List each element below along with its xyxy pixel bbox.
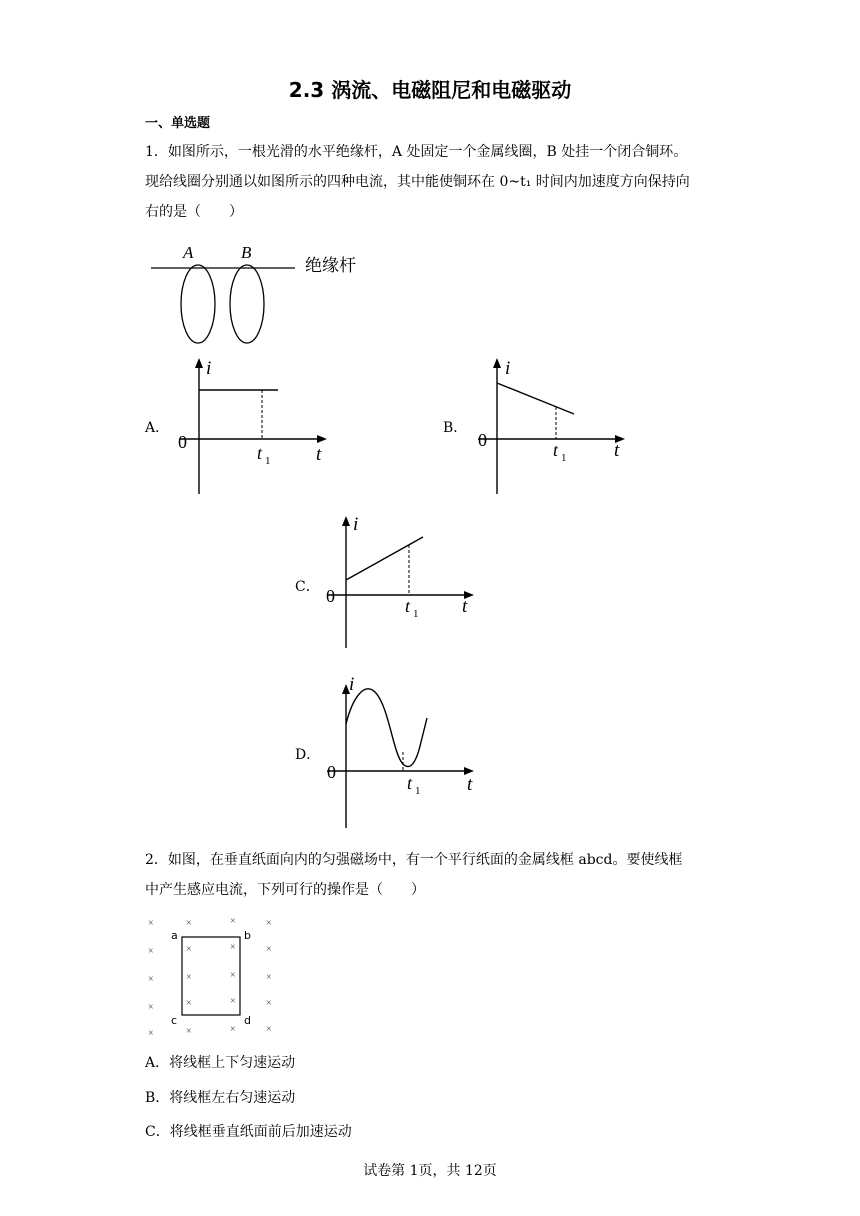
corner-a-label: a [171, 929, 178, 942]
t1-subscript: 1 [265, 455, 271, 467]
question-1-line-3: 右的是（ ） [145, 204, 243, 220]
page-title: 2.3 涡流、电磁阻尼和电磁驱动 [288, 78, 572, 102]
t1-label: t [405, 596, 411, 616]
t1-subscript: 1 [561, 452, 567, 464]
section-heading: 一、单选题 [145, 116, 211, 131]
field-cross-mark: × [186, 918, 192, 929]
question-2-option-a: A．将线框上下匀速运动 [145, 1055, 296, 1071]
t1-label: t [407, 773, 413, 793]
option-c-graph [317, 510, 487, 652]
field-cross-mark: × [230, 916, 236, 927]
field-cross-mark: × [266, 972, 272, 983]
t1-subscript: 1 [413, 608, 419, 620]
field-cross-mark: × [186, 1026, 192, 1037]
page-footer: 试卷第 1页，共 12页 [363, 1163, 497, 1179]
option-b-graph [468, 352, 638, 500]
current-curve [346, 537, 423, 580]
axis-t-label: t [316, 444, 322, 465]
magnetic-field-marks [148, 916, 272, 1039]
axis-i-label: i [206, 358, 212, 379]
field-cross-mark: × [266, 998, 272, 1009]
field-cross-mark: × [148, 974, 154, 985]
field-cross-mark: × [186, 998, 192, 1009]
field-cross-mark: × [230, 970, 236, 981]
field-cross-mark: × [230, 942, 236, 953]
axis-i-label: i [505, 358, 511, 379]
axis-i-label: i [349, 674, 355, 695]
current-curve [346, 689, 427, 767]
field-cross-mark: × [266, 1024, 272, 1035]
option-b-label: B． [443, 420, 468, 436]
label-b: B [241, 243, 252, 262]
origin-label: 0 [327, 762, 336, 782]
corner-b-label: b [244, 929, 251, 942]
field-cross-mark: × [148, 1002, 154, 1013]
axis-t-label: t [467, 774, 473, 795]
origin-label: 0 [178, 432, 187, 452]
question-1-line-1: 1．如图所示，一根光滑的水平绝缘杆，A 处固定一个金属线圈，B 处挂一个闭合铜环。 [145, 144, 688, 160]
question-1-line-2: 现给线圈分别通以如图所示的四种电流，其中能使铜环在 0~t₁ 时间内加速度方向保持向 [145, 174, 690, 190]
option-a-graph [170, 352, 340, 500]
field-cross-mark: × [186, 944, 192, 955]
field-cross-mark: × [186, 972, 192, 983]
field-cross-mark: × [230, 996, 236, 1007]
field-cross-mark: × [266, 918, 272, 929]
field-cross-mark: × [148, 918, 154, 929]
question-2-line-2: 中产生感应电流，下列可行的操作是（ ） [145, 882, 425, 898]
question-2-text [145, 845, 725, 905]
origin-label: 0 [326, 586, 335, 606]
option-d-label: D． [295, 747, 321, 763]
origin-label: 0 [478, 430, 487, 450]
rod-label: 绝缘杆 [305, 256, 356, 276]
corner-c-label: c [171, 1014, 178, 1027]
t1-label: t [553, 440, 559, 460]
current-curve [497, 383, 574, 414]
label-a: A [183, 243, 194, 262]
option-d-graph [317, 668, 487, 830]
corner-d-label: d [244, 1014, 251, 1027]
t1-label: t [257, 443, 263, 463]
copper-ring-b [230, 265, 264, 343]
axis-t-label: t [614, 440, 620, 461]
wire-frame-figure [140, 912, 290, 1040]
option-a-label: A． [145, 420, 170, 436]
t1-subscript: 1 [415, 785, 421, 797]
question-2-line-1: 2．如图，在垂直纸面向内的匀强磁场中，有一个平行纸面的金属线框 abcd。要使线框 [145, 852, 683, 868]
field-cross-mark: × [148, 1028, 154, 1039]
question-2-option-b: B．将线框左右匀速运动 [145, 1090, 296, 1106]
option-c-label: C． [295, 579, 320, 595]
field-cross-mark: × [266, 944, 272, 955]
axis-t-label: t [462, 596, 468, 617]
metal-coil-a [181, 265, 215, 343]
axis-i-label: i [353, 514, 359, 535]
field-cross-mark: × [148, 946, 154, 957]
question-2-option-c: C．将线框垂直纸面前后加速运动 [145, 1124, 352, 1140]
coil-ring-figure [145, 238, 375, 350]
field-cross-mark: × [230, 1024, 236, 1035]
question-1-text [145, 137, 725, 227]
